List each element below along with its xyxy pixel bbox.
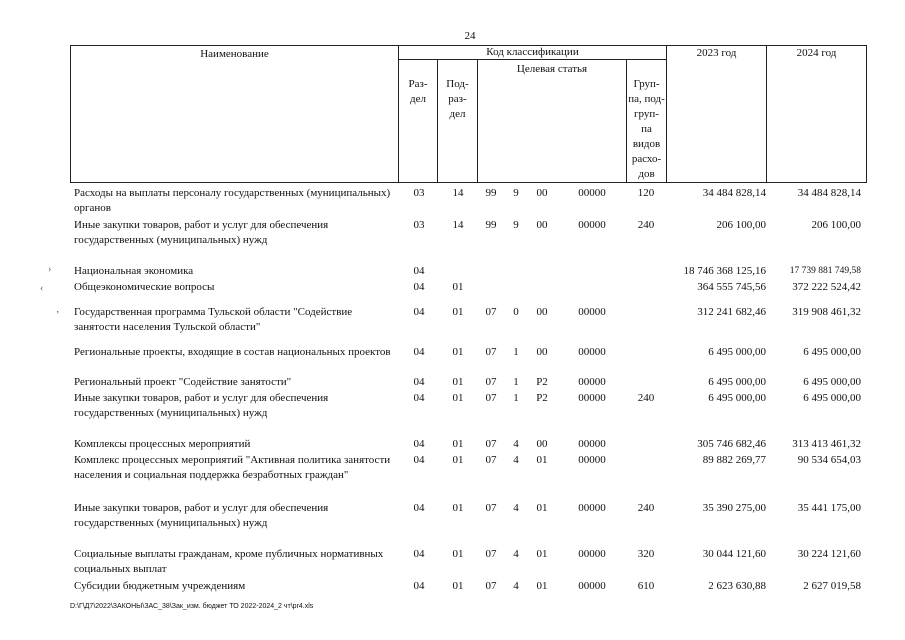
row-c: 01 xyxy=(536,548,548,560)
row-pr: 14 xyxy=(452,187,464,199)
row-name: Общеэкономические вопросы xyxy=(74,281,215,293)
row-r: 04 xyxy=(413,376,425,388)
row-c: 01 xyxy=(536,580,548,592)
header-2024-label: 2024 год xyxy=(796,47,837,59)
row-b: 4 xyxy=(513,438,519,450)
row-y23: 364 555 745,56 xyxy=(697,281,766,293)
row-d: 00000 xyxy=(578,392,606,404)
margin-mark: ‚ xyxy=(56,304,60,315)
row-name: Субсидии бюджетным учреждениям xyxy=(74,580,246,592)
row-d: 00000 xyxy=(578,187,606,199)
row-a: 99 xyxy=(485,219,497,231)
header-2023 xyxy=(667,46,767,183)
row-d: 00000 xyxy=(578,376,606,388)
row-b: 9 xyxy=(513,219,519,231)
row-name: Расходы на выплаты персоналу государственных (муниципальных) органов xyxy=(74,187,391,214)
row-y24: 90 534 654,03 xyxy=(797,454,861,466)
row-y23: 6 495 000,00 xyxy=(708,376,766,388)
row-a: 99 xyxy=(485,187,497,199)
row-y24: 17 739 881 749,58 xyxy=(789,266,861,276)
row-v: 240 xyxy=(637,219,655,231)
row-pr: 01 xyxy=(452,306,464,318)
row-name: Иные закупки товаров, работ и услуг для обеспечения государственных (муниципальных) нужд xyxy=(74,502,329,529)
row-y23: 2 623 630,88 xyxy=(708,580,766,592)
row-name: Государственная программа Тульской области "Содействие занятости населения Тульской области" xyxy=(74,306,353,333)
row-y23: 35 390 275,00 xyxy=(702,502,766,514)
margin-mark: › xyxy=(48,264,52,275)
header-subsection-label: Под- раз- дел xyxy=(446,78,469,120)
row-y23: 18 746 368 125,16 xyxy=(683,265,766,277)
header-name-label: Наименование xyxy=(200,48,269,60)
row-d: 00000 xyxy=(578,438,606,450)
header-2023-label: 2023 год xyxy=(696,47,737,59)
row-r: 04 xyxy=(413,346,425,358)
row-pr: 01 xyxy=(452,392,464,404)
row-c: 00 xyxy=(536,306,548,318)
row-y23: 206 100,00 xyxy=(716,219,766,231)
file-path-footer: D:\Г\Д7\2022\ЗАКОНЫ\ЗАС_38\Зак_изм. бюджет ТО 2022-2024_2 чт\pr4.xls xyxy=(70,603,314,610)
row-b: 9 xyxy=(513,187,519,199)
row-name: Социальные выплаты гражданам, кроме публичных нормативных социальных выплат xyxy=(74,548,384,575)
row-a: 07 xyxy=(485,580,497,592)
row-y24: 6 495 000,00 xyxy=(803,346,861,358)
row-v: 610 xyxy=(637,580,655,592)
row-y24: 2 627 019,58 xyxy=(803,580,861,592)
row-y24: 319 908 461,32 xyxy=(792,306,861,318)
row-r: 04 xyxy=(413,306,425,318)
header-classification-label: Код классификации xyxy=(486,46,579,58)
row-y24: 6 495 000,00 xyxy=(803,376,861,388)
row-d: 00000 xyxy=(578,580,606,592)
row-pr: 01 xyxy=(452,454,464,466)
row-a: 07 xyxy=(485,454,497,466)
row-name: Региональные проекты, входящие в состав национальных проектов xyxy=(74,346,391,358)
row-r: 04 xyxy=(413,392,425,404)
row-a: 07 xyxy=(485,306,497,318)
row-b: 4 xyxy=(513,548,519,560)
row-v: 320 xyxy=(637,548,655,560)
header-2024 xyxy=(767,46,867,183)
row-b: 0 xyxy=(513,306,519,318)
row-y24: 206 100,00 xyxy=(811,219,861,231)
row-name: Региональный проект "Содействие занятости" xyxy=(74,376,292,388)
row-y23: 312 241 682,46 xyxy=(697,306,766,318)
row-r: 03 xyxy=(413,187,425,199)
row-name: Комплексы процессных мероприятий xyxy=(74,438,251,450)
row-name: Иные закупки товаров, работ и услуг для обеспечения государственных (муниципальных) нужд xyxy=(74,219,329,246)
table-header xyxy=(70,45,867,183)
header-group-label: Груп- па, под- груп- па видов расхо- дов xyxy=(628,78,665,180)
row-name: Комплекс процессных мероприятий "Активная политика занятости населения и социальная поддержка безработных граждан" xyxy=(74,454,391,481)
row-y23: 34 484 828,14 xyxy=(702,187,766,199)
row-b: 1 xyxy=(513,392,519,404)
row-b: 4 xyxy=(513,580,519,592)
row-d: 00000 xyxy=(578,548,606,560)
row-r: 04 xyxy=(413,454,425,466)
row-b: 1 xyxy=(513,376,519,388)
row-a: 07 xyxy=(485,438,497,450)
row-a: 07 xyxy=(485,346,497,358)
row-c: 01 xyxy=(536,454,548,466)
row-pr: 01 xyxy=(452,346,464,358)
row-d: 00000 xyxy=(578,454,606,466)
row-a: 07 xyxy=(485,548,497,560)
header-classification xyxy=(399,46,667,60)
row-y23: 6 495 000,00 xyxy=(708,392,766,404)
row-r: 04 xyxy=(413,502,425,514)
row-d: 00000 xyxy=(578,306,606,318)
header-target-label: Целевая статья xyxy=(516,63,588,75)
row-c: 00 xyxy=(536,219,548,231)
row-name: Национальная экономика xyxy=(74,265,194,277)
row-y24: 6 495 000,00 xyxy=(803,392,861,404)
row-pr: 14 xyxy=(452,219,464,231)
header-target xyxy=(478,60,627,183)
row-r: 04 xyxy=(413,580,425,592)
header-name xyxy=(71,46,399,183)
row-c: 01 xyxy=(536,502,548,514)
row-r: 04 xyxy=(413,265,425,277)
row-y24: 30 224 121,60 xyxy=(797,548,861,560)
row-b: 1 xyxy=(513,346,519,358)
header-group xyxy=(627,60,667,183)
row-b: 4 xyxy=(513,454,519,466)
row-c: P2 xyxy=(536,392,548,404)
row-c: P2 xyxy=(536,376,548,388)
header-subsection xyxy=(438,60,478,183)
row-y23: 6 495 000,00 xyxy=(708,346,766,358)
row-d: 00000 xyxy=(578,346,606,358)
row-a: 07 xyxy=(485,502,497,514)
row-v: 240 xyxy=(637,502,655,514)
row-y23: 305 746 682,46 xyxy=(697,438,766,450)
row-y24: 34 484 828,14 xyxy=(797,187,861,199)
row-pr: 01 xyxy=(452,376,464,388)
row-pr: 01 xyxy=(452,281,464,293)
row-c: 00 xyxy=(536,346,548,358)
row-r: 04 xyxy=(413,438,425,450)
row-pr: 01 xyxy=(452,502,464,514)
row-a: 07 xyxy=(485,392,497,404)
row-pr: 01 xyxy=(452,548,464,560)
row-d: 00000 xyxy=(578,502,606,514)
row-name: Иные закупки товаров, работ и услуг для обеспечения государственных (муниципальных) нужд xyxy=(74,392,329,419)
row-y24: 35 441 175,00 xyxy=(797,502,861,514)
header-section xyxy=(399,60,438,183)
row-c: 00 xyxy=(536,187,548,199)
margin-mark: ‹ xyxy=(40,283,44,294)
row-pr: 01 xyxy=(452,438,464,450)
row-r: 04 xyxy=(413,548,425,560)
row-pr: 01 xyxy=(452,580,464,592)
row-v: 240 xyxy=(637,392,655,404)
row-a: 07 xyxy=(485,376,497,388)
row-v: 120 xyxy=(637,187,655,199)
row-r: 03 xyxy=(413,219,425,231)
row-c: 00 xyxy=(536,438,548,450)
row-y24: 372 222 524,42 xyxy=(792,281,861,293)
row-y24: 313 413 461,32 xyxy=(792,438,861,450)
header-section-label: Раз- дел xyxy=(408,78,428,105)
row-r: 04 xyxy=(413,281,425,293)
row-d: 00000 xyxy=(578,219,606,231)
row-y23: 30 044 121,60 xyxy=(702,548,766,560)
row-y23: 89 882 269,77 xyxy=(702,454,766,466)
row-b: 4 xyxy=(513,502,519,514)
page-number: 24 xyxy=(464,30,476,42)
